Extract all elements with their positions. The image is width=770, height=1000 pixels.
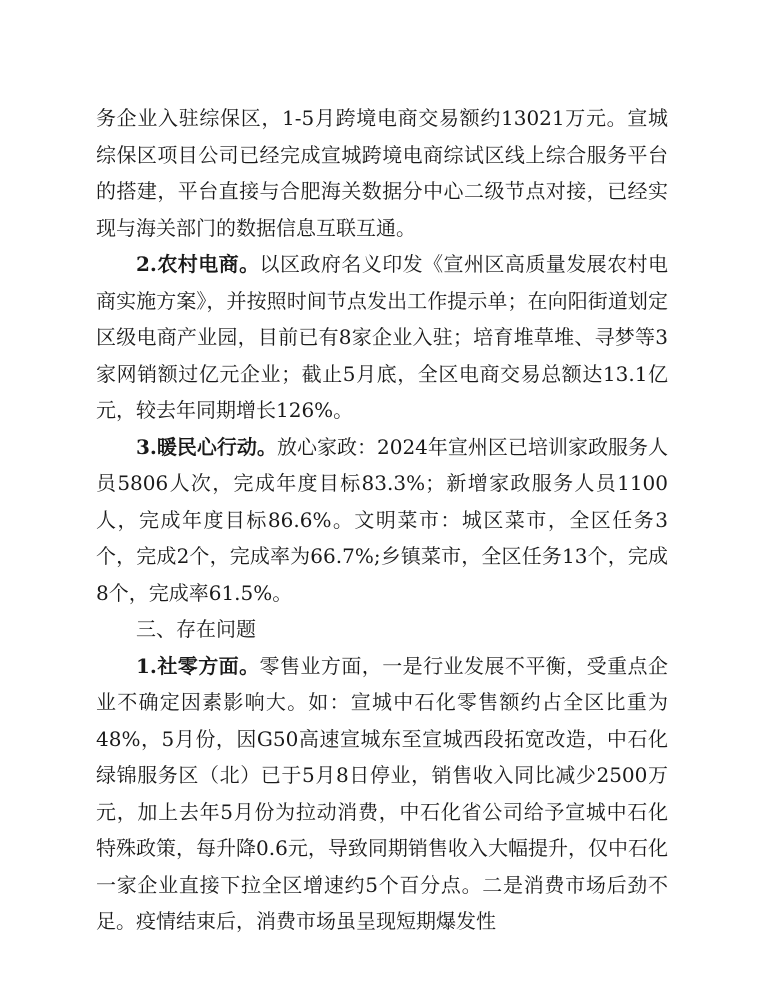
paragraph-text: 零售业方面，一是行业发展不平衡，受重点企业不确定因素影响大。如：宣城中石化零售额约占全区比重为48%，5月份，因G50高速宣城东至宣城西段拓宽改造，中石化绿锦服务区（北）已于5月8日停业，销售收入同比减少2500万元，加上去年5月份为拉动消费，中石化省公司给予宣城中石化特殊政策，每升降0.6元，导致同期销售收入大幅提升，仅中石化一家企业直接下拉全区增速约5个百分点。二是消费市场后劲不足。疫情结束后，消费市场虽呈现短期爆发性 xyxy=(96,653,668,933)
paragraph-text: 以区政府名义印发《宣州区高质量发展农村电商实施方案》，并按照时间节点发出工作提示单；在向阳街道划定区级电商产业园，目前已有8家企业入驻；培育堆草堆、寻梦等3家网销额过亿元企业；截止5月底，全区电商交易总额达13.1亿元，较去年同期增长126%。 xyxy=(96,252,668,422)
paragraph-livelihood-action xyxy=(96,429,668,612)
paragraph-lead: 3.暖民心行动。 xyxy=(136,434,277,459)
paragraph-text: 务企业入驻综保区，1-5月跨境电商交易额约13021万元。宣城综保区项目公司已经完成宣城跨境电商综试区线上综合服务平台的搭建，平台直接与合肥海关数据分中心二级节点对接，已经实现与海关部门的数据信息互联互通。 xyxy=(96,106,668,240)
paragraph-retail-issues xyxy=(96,648,668,940)
paragraph-lead: 1.社零方面。 xyxy=(136,653,260,678)
paragraph-lead: 2.农村电商。 xyxy=(136,252,260,276)
paragraph-rural-ecommerce xyxy=(96,246,668,429)
section-heading-text: 三、存在问题 xyxy=(136,617,256,641)
paragraph-text: 放心家政：2024年宣州区已培训家政服务人员5806人次，完成年度目标83.3%；新增家政服务人员1100人，完成年度目标86.6%。文明菜市：城区菜市，全区任务3个，完成2个，完成率为66.7%;乡镇菜市，全区任务13个，完成8个，完成率61.5%。 xyxy=(96,434,668,605)
section-heading xyxy=(96,611,668,648)
document-body xyxy=(96,100,668,940)
paragraph-cross-border-ecommerce xyxy=(96,100,668,246)
